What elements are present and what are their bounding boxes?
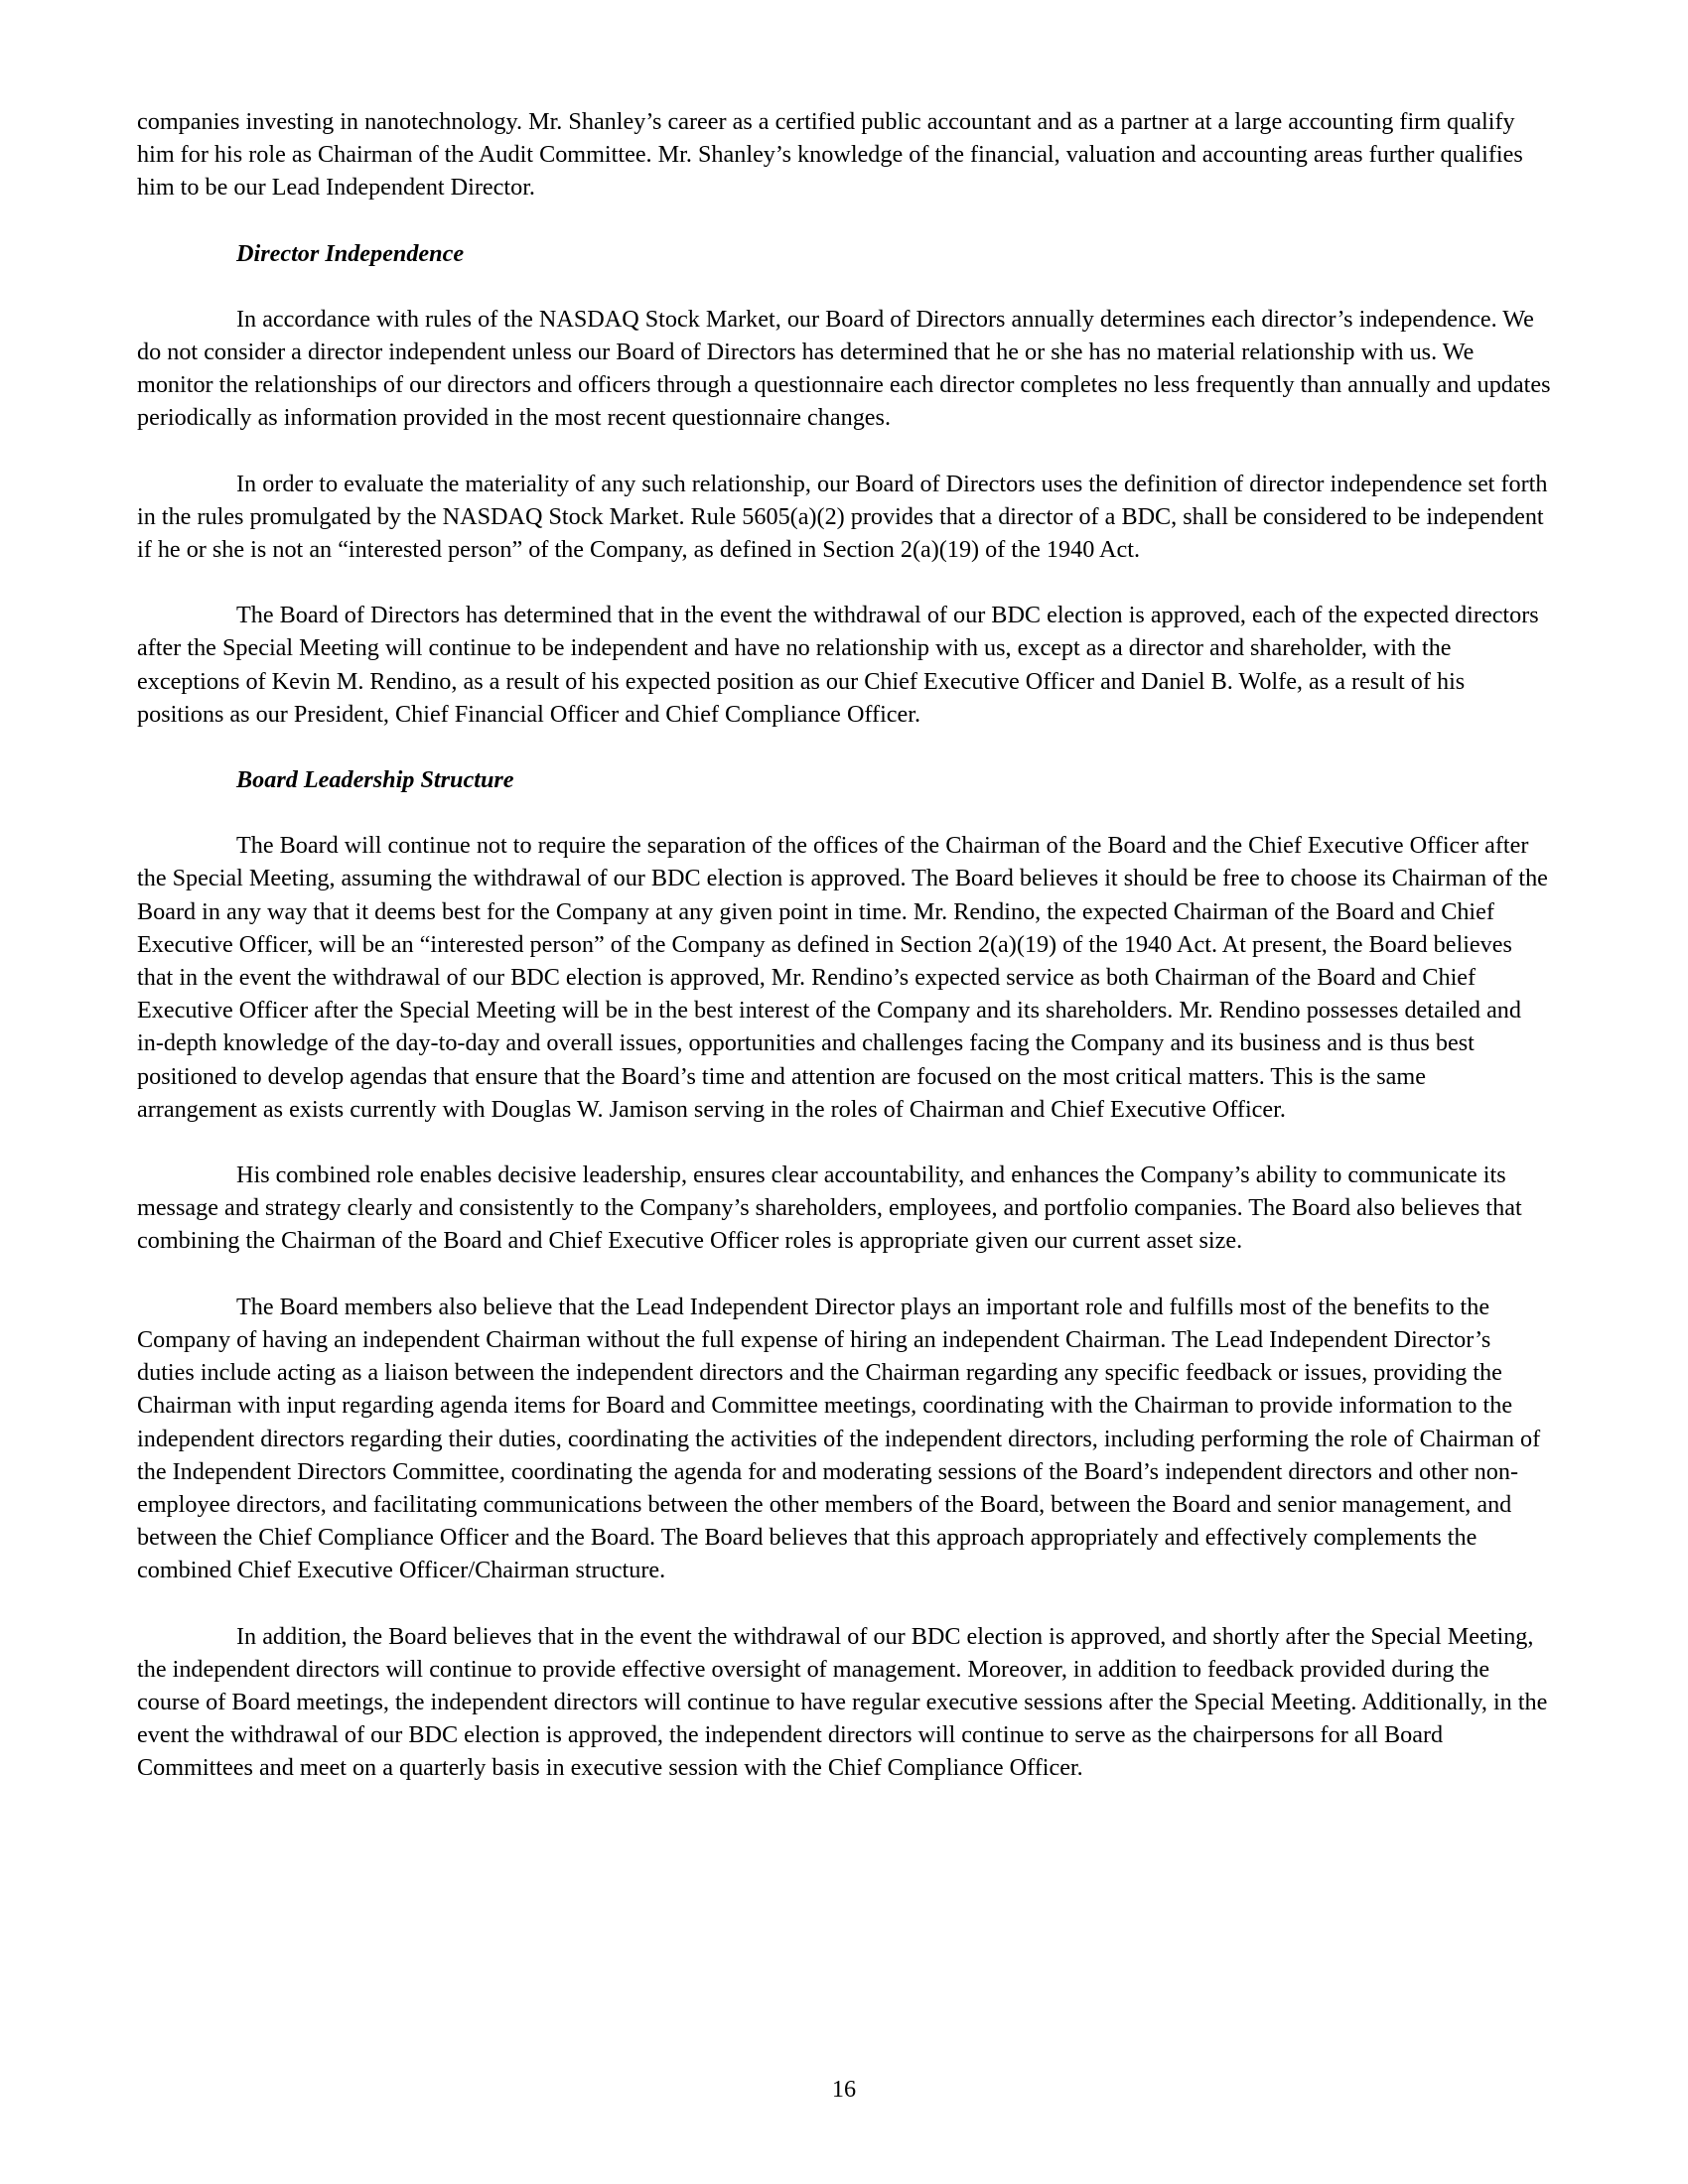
page-number: 16	[831, 2076, 857, 2103]
section-heading: Board Leadership Structure	[236, 766, 514, 794]
section-heading: Director Independence	[236, 239, 465, 267]
paragraph: In order to evaluate the materiality of any such relationship, our Board of Directors uses the definition of director independence set forth in the rules promulgated by the NASDAQ Stock Market. Rule 5605(a)(2) provides that a director of a BDC, shall be considered to be independent if he or she is not an “interested person” of the Company, as defined in Section 2(a)(19) of the 1940 Act.	[137, 470, 1548, 564]
paragraph: The Board of Directors has determined that in the event the withdrawal of our BDC election is approved, each of the expected directors after the Special Meeting will continue to be independent and have no relationship with us, except as a director and shareholder, with the exceptions of Kevin M. Rendino, as a result of his expected position as our Chief Executive Officer and Daniel B. Wolfe, as a result of his positions as our President, Chief Financial Officer and Chief Compliance Officer.	[137, 602, 1539, 728]
paragraph: In addition, the Board believes that in the event the withdrawal of our BDC election is approved, and shortly after the Special Meeting, the independent directors will continue to provide effective oversight of management. Moreover, in addition to feedback provided during the course of Board meetings, the independent directors will continue to have regular executive sessions after the Special Meeting. Additionally, in the event the withdrawal of our BDC election is approved, the independent directors will continue to serve as the chairpersons for all Board Committees and meet on a quarterly basis in executive session with the Chief Compliance Officer.	[137, 1622, 1548, 1782]
paragraph: In accordance with rules of the NASDAQ Stock Market, our Board of Directors annually determines each director’s independence. We do not consider a director independent unless our Board of Directors has determined that he or she has no material relationship with us. We monitor the relationships of our directors and officers through a questionnaire each director completes no less frequently than annually and updates periodically as information provided in the most recent questionnaire changes.	[137, 305, 1551, 432]
section-board-leadership-structure	[137, 763, 1551, 1784]
paragraph: The Board will continue not to require the separation of the offices of the Chairman of the Board and the Chief Executive Officer after the Special Meeting, assuming the withdrawal of our BDC election is approved. The Board believes it should be free to choose its Chairman of the Board in any way that it deems best for the Company at any given point in time. Mr. Rendino, the expected Chairman of the Board and Chief Executive Officer, will be an “interested person” of the Company as defined in Section 2(a)(19) of the 1940 Act. At present, the Board believes that in the event the withdrawal of our BDC election is approved, Mr. Rendino’s expected service as both Chairman of the Board and Chief Executive Officer after the Special Meeting will be in the best interest of the Company and its shareholders. Mr. Rendino possesses detailed and in-depth knowledge of the day-to-day and overall issues, opportunities and challenges facing the Company and its business and is thus best positioned to develop agendas that ensure that the Board’s time and attention are focused on the most critical matters. This is the same arrangement as exists currently with Douglas W. Jamison serving in the roles of Chairman and Chief Executive Officer.	[137, 832, 1548, 1123]
section-director-independence	[137, 237, 1551, 731]
intro-paragraph: companies investing in nanotechnology. Mr. Shanley’s career as a certified public accountant and as a partner at a large accounting firm qualify him for his role as Chairman of the Audit Committee. Mr. Shanley’s knowledge of the financial, valuation and accounting areas further qualifies him to be our Lead Independent Director.	[137, 108, 1523, 202]
paragraph: His combined role enables decisive leadership, ensures clear accountability, and enhances the Company’s ability to communicate its message and strategy clearly and consistently to the Company’s shareholders, employees, and portfolio companies. The Board also believes that combining the Chairman of the Board and Chief Executive Officer roles is appropriate given our current asset size.	[137, 1161, 1522, 1255]
document-page	[137, 105, 1551, 1818]
paragraph: The Board members also believe that the Lead Independent Director plays an important role and fulfills most of the benefits to the Company of having an independent Chairman without the full expense of hiring an independent Chairman. The Lead Independent Director’s duties include acting as a liaison between the independent directors and the Chairman regarding any specific feedback or issues, providing the Chairman with input regarding agenda items for Board and Committee meetings, coordinating with the Chairman to provide information to the independent directors regarding their duties, coordinating the activities of the independent directors, including performing the role of Chairman of the Independent Directors Committee, coordinating the agenda for and moderating sessions of the Board’s independent directors and other non-employee directors, and facilitating communications between the other members of the Board, between the Board and senior management, and between the Chief Compliance Officer and the Board. The Board believes that this approach appropriately and effectively complements the combined Chief Executive Officer/Chairman structure.	[137, 1293, 1541, 1584]
